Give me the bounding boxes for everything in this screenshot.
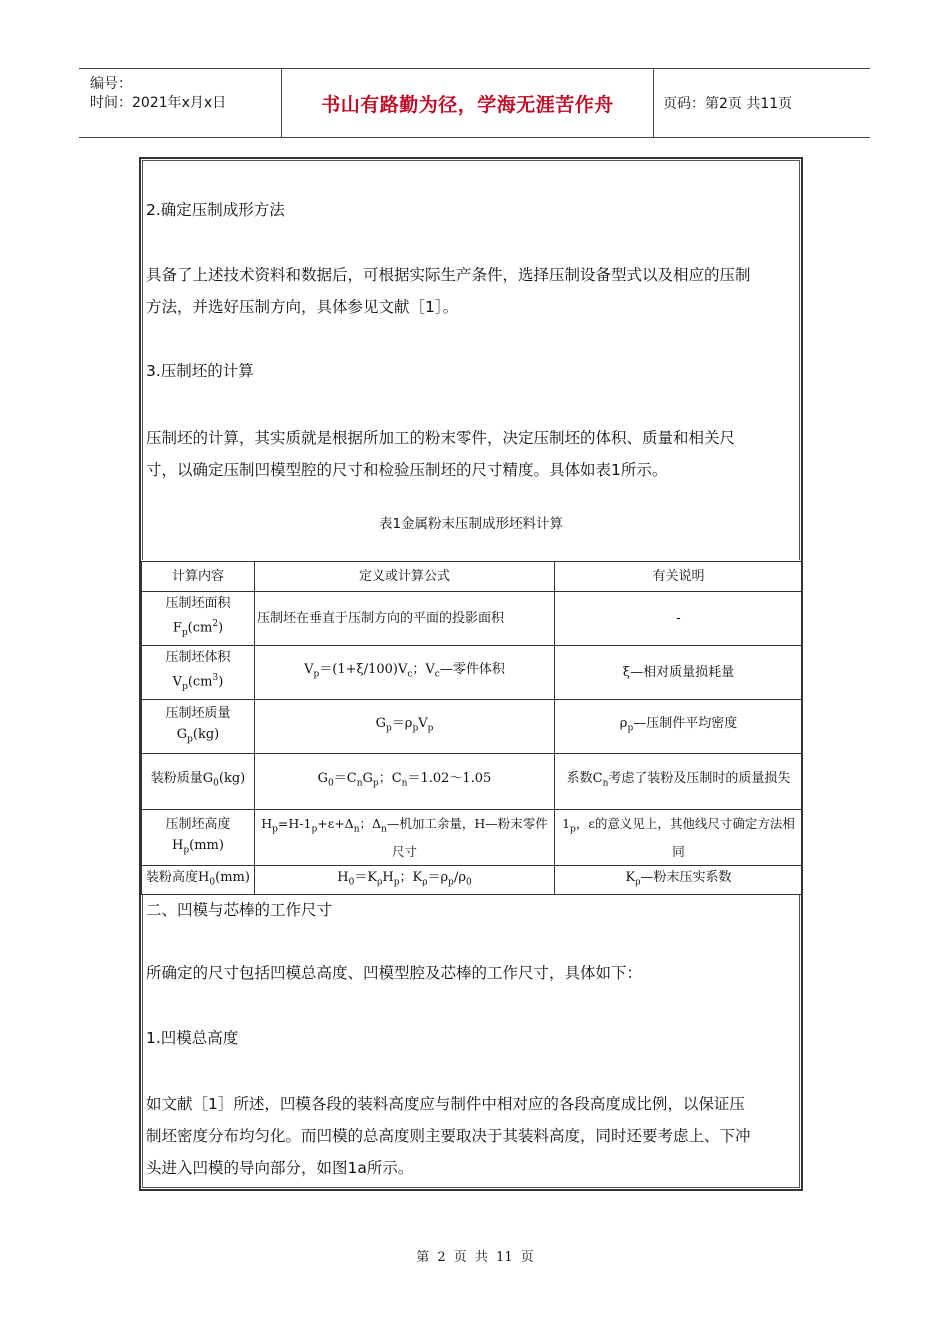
table-cell: 压制坯质量 $G_p(kg)$	[142, 700, 255, 754]
page-header	[79, 68, 870, 138]
paragraph-3-line-1: 压制坯的计算，其实质就是根据所加工的粉末零件，决定压制坯的体积、质量和相关尺	[146, 429, 736, 447]
section-2-heading-1: 1.凹模总高度	[146, 1029, 239, 1047]
table-cell: 压制坯高度 $H_p(mm)$	[142, 810, 255, 866]
page-footer: 第 2 页 共 11 页	[416, 1250, 534, 1265]
table-cell: 装粉质量$G_0(kg)$	[142, 754, 255, 810]
table-row	[142, 810, 803, 866]
table-row	[142, 700, 803, 754]
table-cell: $K_\rho—$粉末压实系数	[555, 866, 803, 895]
header-motto: 书山有路勤为径，学海无涯苦作舟	[282, 69, 654, 137]
time-label: 时间：2021年x月x日	[90, 95, 227, 111]
table-cell: $G_p=\rho_pV_p$	[255, 700, 555, 754]
section-2-title: 二、凹模与芯棒的工作尺寸	[146, 901, 333, 919]
header-meta	[79, 69, 282, 137]
paragraph-2-line-2: 方法，并选好压制方向，具体参见文献［1］。	[146, 298, 459, 316]
heading-2: 2.确定压制成形方法	[146, 201, 285, 219]
table-cell: 压制坯在垂直于压制方向的平面的投影面积	[255, 592, 555, 646]
section-2-paragraph-2-line-3: 头进入凹模的导向部分，如图1a所示。	[146, 1159, 414, 1177]
table-cell: $V_p=(1+\xi/100)V_c$；$V_c—$零件体积	[255, 646, 555, 700]
table-row	[142, 754, 803, 810]
table-cell: $\rho_p—$压制件平均密度	[555, 700, 803, 754]
table-cell: 压制坯面积 $F_p(cm^2)$	[142, 592, 255, 646]
paragraph-2-line-1: 具备了上述技术资料和数据后，可根据实际生产条件，选择压制设备型式以及相应的压制	[146, 266, 751, 284]
table-cell: 系数$C_n$考虑了装粉及压制时的质量损失	[555, 754, 803, 810]
header-page-info: 页码：第2页 共11页	[663, 96, 793, 112]
heading-3: 3.压制坯的计算	[146, 362, 254, 380]
section-2-paragraph-2-line-1: 如文献［1］所述，凹模各段的装料高度应与制件中相对应的各段高度成比例，以保证压	[146, 1095, 745, 1113]
table-row	[142, 646, 803, 700]
table-header-cell: 定义或计算公式	[255, 562, 555, 592]
table-header-cell: 计算内容	[142, 562, 255, 592]
section-2-paragraph-1: 所确定的尺寸包括凹模总高度、凹模型腔及芯棒的工作尺寸，具体如下：	[146, 964, 643, 982]
table-cell: ξ—相对质量损耗量	[555, 646, 803, 700]
table-row	[142, 592, 803, 646]
paragraph-3-line-2: 寸，以确定压制凹模型腔的尺寸和检验压制坯的尺寸精度。具体如表1所示。	[146, 461, 668, 479]
table-cell: $G_0=C_nG_p$；$C_n=1.02\sim 1.05$	[255, 754, 555, 810]
table-row	[142, 866, 803, 895]
table-cell: $1_p$，ε的意义见上，其他线尺寸确定方法相同	[555, 810, 803, 866]
section-2-paragraph-2-line-2: 制坯密度分布均匀化。而凹模的总高度则主要取决于其装料高度，同时还要考虑上、下冲	[146, 1127, 751, 1145]
table-cell: $H_0=K_\rho H_p$；$K_\rho=\rho_p/\rho_0$	[255, 866, 555, 895]
table-header-cell: 有关说明	[555, 562, 803, 592]
number-label: 编号：	[90, 76, 132, 92]
table-cell: -	[555, 592, 803, 646]
table-cell: $H_p=H-1_p+\varepsilon+\Delta_n$；$\Delta_n—$机加工余量，H—粉末零件尺寸	[255, 810, 555, 866]
table-header-row	[142, 562, 803, 592]
calculation-table	[141, 561, 803, 895]
table-cell: 装粉高度$H_0(mm)$	[142, 866, 255, 895]
table-caption: 表1金属粉末压制成形坯料计算	[378, 516, 564, 532]
table-cell: 压制坯体积 $V_p(cm^3)$	[142, 646, 255, 700]
